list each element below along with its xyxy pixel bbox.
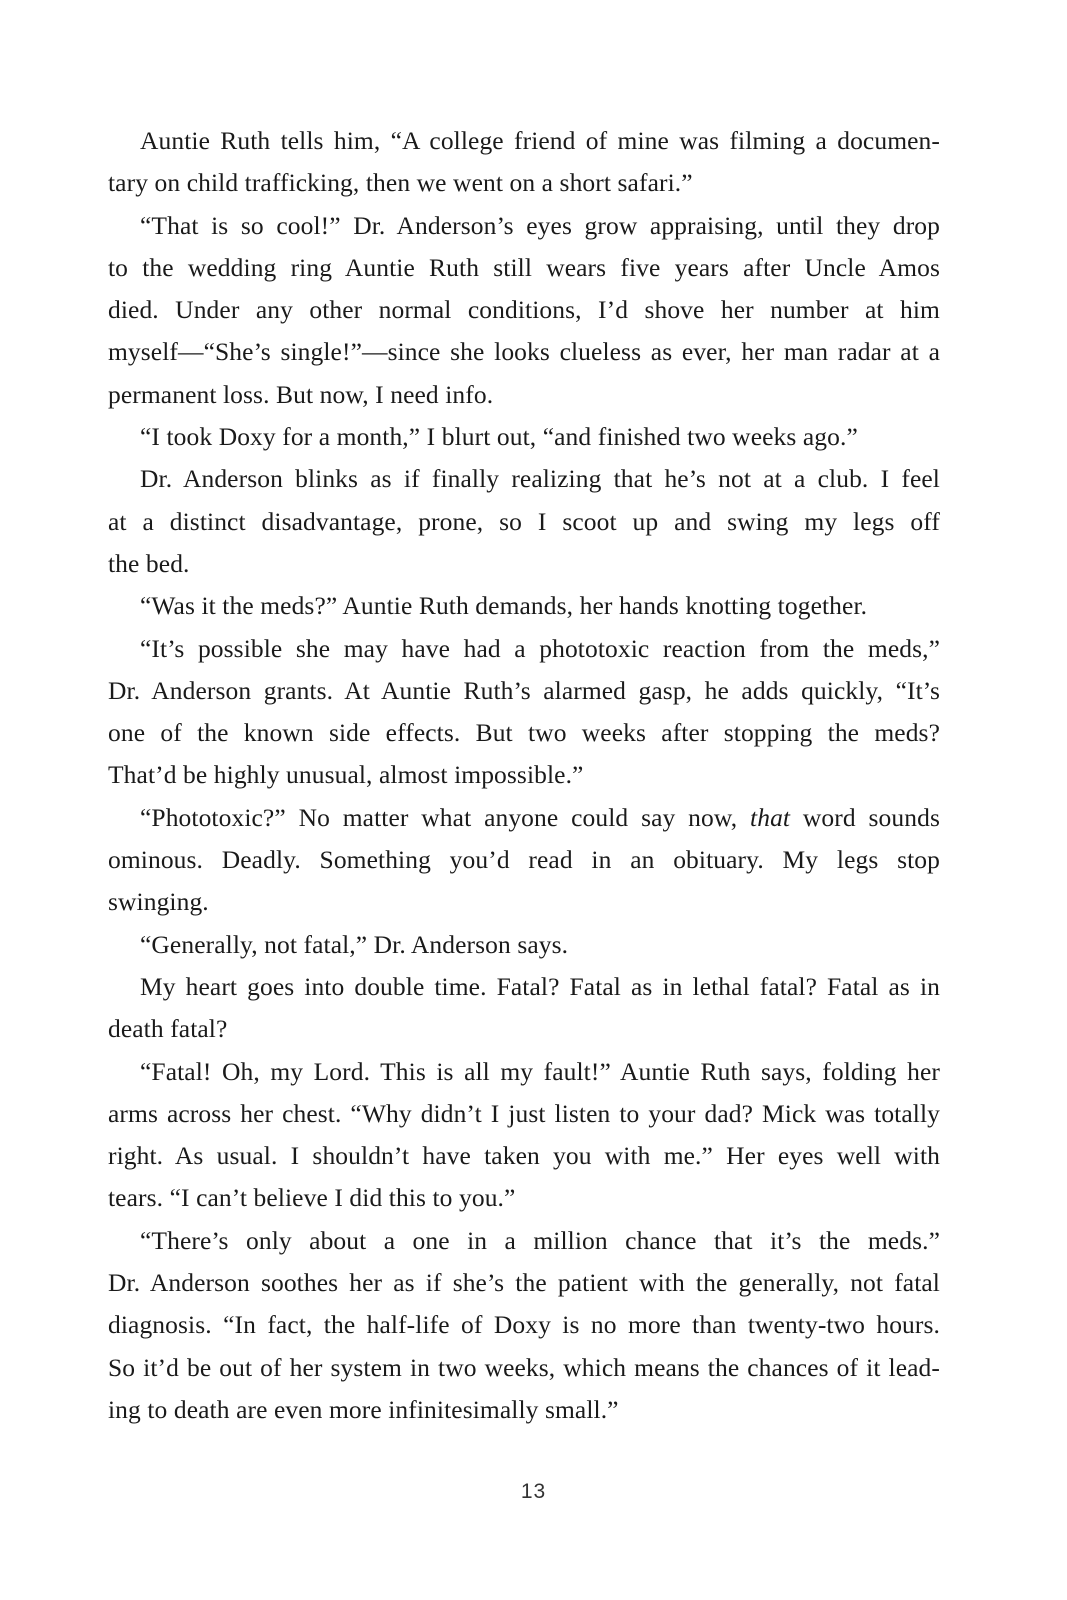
text-line: swinging. (108, 887, 209, 917)
text-segment: “Phototoxic?” No matter what anyone could say now, (140, 802, 751, 832)
text-line: diagnosis. “In fact, the half-life of Doxy is no more than twenty-two hours. (108, 1310, 940, 1340)
text-line: Dr. Anderson grants. At Auntie Ruth’s alarmed gasp, he adds quickly, “It’s (108, 675, 940, 705)
text-line: “There’s only about a one in a million chance that it’s the meds.” (140, 1225, 940, 1255)
body-text (108, 120, 940, 1431)
text-line: “It’s possible she may have had a phototoxic reaction from the meds,” (140, 633, 940, 663)
text-line: Dr. Anderson blinks as if finally realizing that he’s not at a club. I feel (140, 464, 940, 494)
text-line: That’d be highly unusual, almost impossible.” (108, 760, 584, 790)
text-line: So it’d be out of her system in two weeks, which means the chances of it lead- (108, 1352, 940, 1382)
text-line: at a distinct disadvantage, prone, so I scoot up and swing my legs off (108, 506, 940, 536)
text-line: ing to death are even more infinitesimally small.” (108, 1394, 619, 1424)
text-line: “That is so cool!” Dr. Anderson’s eyes grow appraising, until they drop (140, 210, 940, 240)
text-line: died. Under any other normal conditions, I’d shove her number at him (108, 295, 940, 325)
text-line: tary on child trafficking, then we went on a short safari.” (108, 168, 693, 198)
text-line: “Fatal! Oh, my Lord. This is all my fault!” Auntie Ruth says, folding her (140, 1056, 940, 1086)
text-line: right. As usual. I shouldn’t have taken you with me.” Her eyes well with (108, 1141, 940, 1171)
text-line: “Generally, not fatal,” Dr. Anderson says. (140, 929, 569, 959)
text-line: the bed. (108, 548, 190, 578)
text-line: ominous. Deadly. Something you’d read in an obituary. My legs stop (108, 845, 940, 875)
text-line: “I took Doxy for a month,” I blurt out, “and finished two weeks ago.” (140, 422, 858, 452)
text-line: Dr. Anderson soothes her as if she’s the patient with the generally, not fatal (108, 1268, 940, 1298)
text-segment: word sounds (790, 802, 940, 832)
italic-emphasis: that (750, 802, 791, 832)
text-line: “Was it the meds?” Auntie Ruth demands, her hands knotting together. (140, 591, 868, 621)
text-line: arms across her chest. “Why didn’t I just listen to your dad? Mick was totally (108, 1098, 940, 1128)
text-line: myself—“She’s single!”—since she looks clueless as ever, her man radar at a (108, 337, 940, 367)
text-line: tears. “I can’t believe I did this to you.” (108, 1183, 516, 1213)
text-line: death fatal? (108, 1014, 228, 1044)
text-line: My heart goes into double time. Fatal? Fatal as in lethal fatal? Fatal as in (140, 971, 940, 1001)
text-line: Auntie Ruth tells him, “A college friend of mine was filming a documen- (140, 126, 940, 155)
text-line: permanent loss. But now, I need info. (108, 379, 494, 409)
text-line (108, 797, 940, 839)
text-line: to the wedding ring Auntie Ruth still wears five years after Uncle Amos (108, 252, 940, 282)
page-number: 13 (520, 1480, 547, 1503)
text-line: one of the known side effects. But two weeks after stopping the meds? (108, 718, 940, 748)
